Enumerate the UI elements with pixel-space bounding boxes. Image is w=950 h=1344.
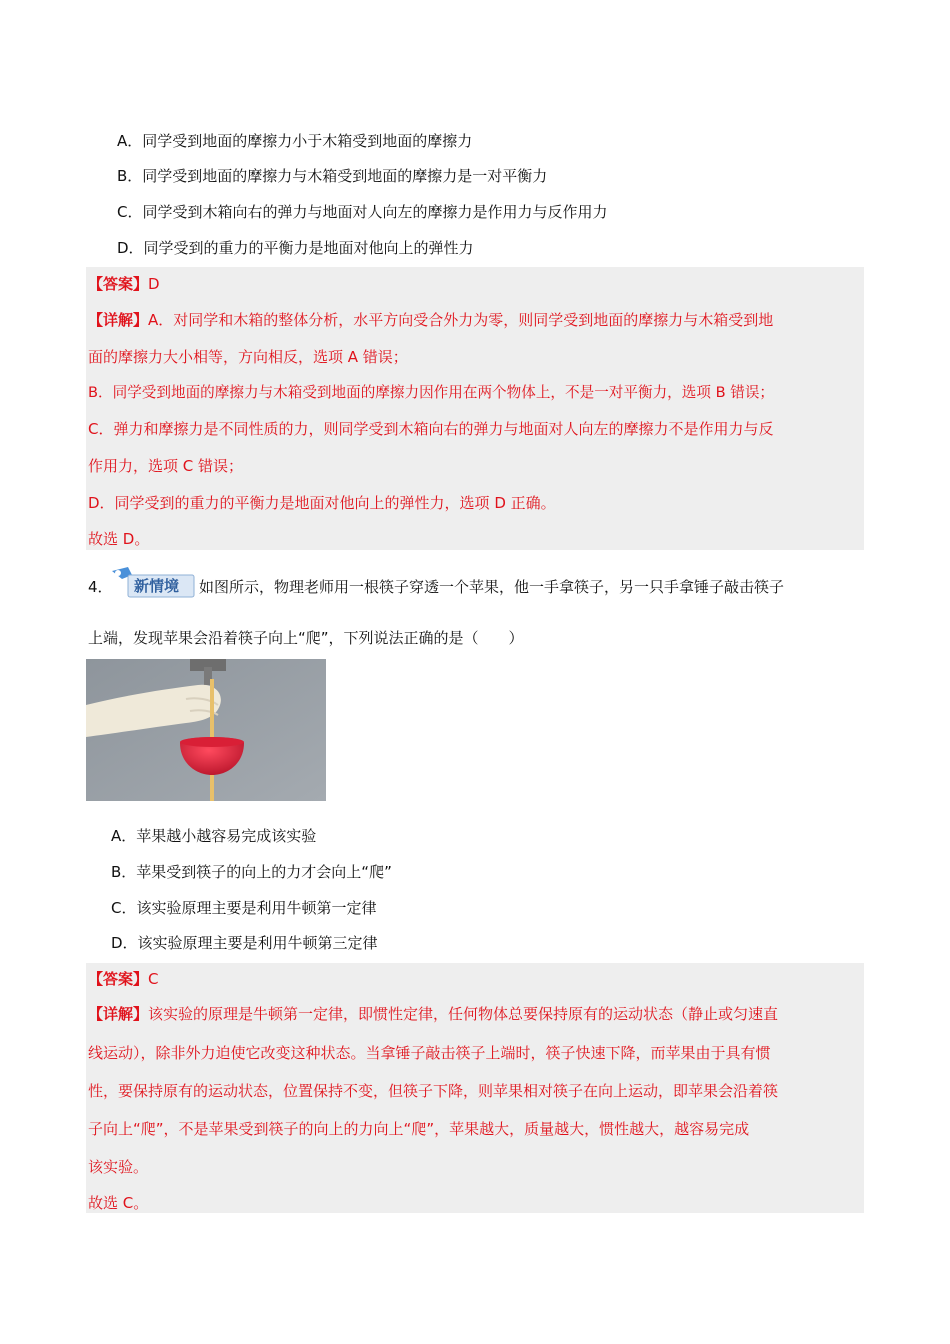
q4-detail-line-3: 性，要保持原有的运动状态，位置保持不变，但筷子下降，则苹果相对筷子在向上运动，即苹果会沿着筷 bbox=[88, 1082, 779, 1100]
q3-answer-value: D bbox=[148, 275, 160, 293]
q4-option-a: A．苹果越小越容易完成该实验 bbox=[111, 827, 317, 845]
q3-detail-line-2: 面的摩擦力大小相等，方向相反，选项 A 错误； bbox=[88, 348, 408, 366]
q4-stem-line-1: 如图所示，物理老师用一根筷子穿透一个苹果，他一手拿筷子，另一只手拿锤子敲击筷子 bbox=[199, 578, 785, 596]
q4-detail-line-1 bbox=[88, 1004, 778, 1024]
q4-option-d: D．该实验原理主要是利用牛顿第三定律 bbox=[111, 934, 378, 952]
q4-detail-line-5: 该实验。 bbox=[88, 1158, 149, 1176]
q3-option-a: A．同学受到地面的摩擦力小于木箱受到地面的摩擦力 bbox=[117, 132, 473, 150]
q3-detail-text-1: A．对同学和木箱的整体分析，水平方向受合外力为零，则同学受到地面的摩擦力与木箱受到地 bbox=[148, 311, 774, 329]
q3-option-d: D．同学受到的重力的平衡力是地面对他向上的弹性力 bbox=[117, 239, 474, 257]
q3-detail-line-5: 作用力，选项 C 错误； bbox=[88, 457, 244, 475]
q4-detail-text-1: 该实验的原理是牛顿第一定律，即惯性定律，任何物体总要保持原有的运动状态（静止或匀速直 bbox=[148, 1005, 779, 1023]
q3-detail-line-7: 故选 D。 bbox=[88, 530, 150, 548]
new-context-badge bbox=[108, 565, 198, 599]
q4-number: 4． bbox=[88, 578, 113, 596]
q4-answer-tag: 【答案】 bbox=[88, 970, 149, 988]
q3-detail-tag: 【详解】 bbox=[88, 311, 149, 329]
q4-stem-line-2: 上端，发现苹果会沿着筷子向上“爬”，下列说法正确的是（ ） bbox=[88, 629, 524, 647]
q3-option-b: B．同学受到地面的摩擦力与木箱受到地面的摩擦力是一对平衡力 bbox=[117, 167, 548, 185]
q4-detail-line-6: 故选 C。 bbox=[88, 1194, 149, 1212]
q3-detail-line-3: B．同学受到地面的摩擦力与木箱受到地面的摩擦力因作用在两个物体上，不是一对平衡力，选项 B 错误； bbox=[88, 384, 775, 401]
q3-answer bbox=[88, 274, 160, 294]
badge-label: 新情境 bbox=[134, 577, 180, 595]
q4-detail-tag: 【详解】 bbox=[88, 1005, 149, 1023]
q3-answer-tag: 【答案】 bbox=[88, 275, 149, 293]
q4-answer-value: C bbox=[148, 970, 159, 988]
q3-option-c: C．同学受到木箱向右的弹力与地面对人向左的摩擦力是作用力与反作用力 bbox=[117, 203, 608, 221]
q4-detail-line-2: 线运动），除非外力迫使它改变这种状态。当拿锤子敲击筷子上端时，筷子快速下降，而苹果由于具有惯 bbox=[88, 1044, 771, 1062]
q3-detail-line-1 bbox=[88, 310, 773, 330]
q3-detail-line-4: C．弹力和摩擦力是不同性质的力，则同学受到木箱向右的弹力与地面对人向左的摩擦力不是作用力与反 bbox=[88, 420, 774, 438]
q4-detail-line-4: 子向上“爬”，不是苹果受到筷子的向上的力向上“爬”，苹果越大，质量越大，惯性越大，越容易完成 bbox=[88, 1120, 750, 1138]
q3-detail-line-6: D．同学受到的重力的平衡力是地面对他向上的弹性力，选项 D 正确。 bbox=[88, 494, 556, 512]
q4-option-b: B．苹果受到筷子的向上的力才会向上“爬” bbox=[111, 863, 392, 881]
apple-chopstick-photo bbox=[86, 659, 326, 801]
q4-answer bbox=[88, 969, 159, 989]
q4-option-c: C．该实验原理主要是利用牛顿第一定律 bbox=[111, 899, 377, 917]
